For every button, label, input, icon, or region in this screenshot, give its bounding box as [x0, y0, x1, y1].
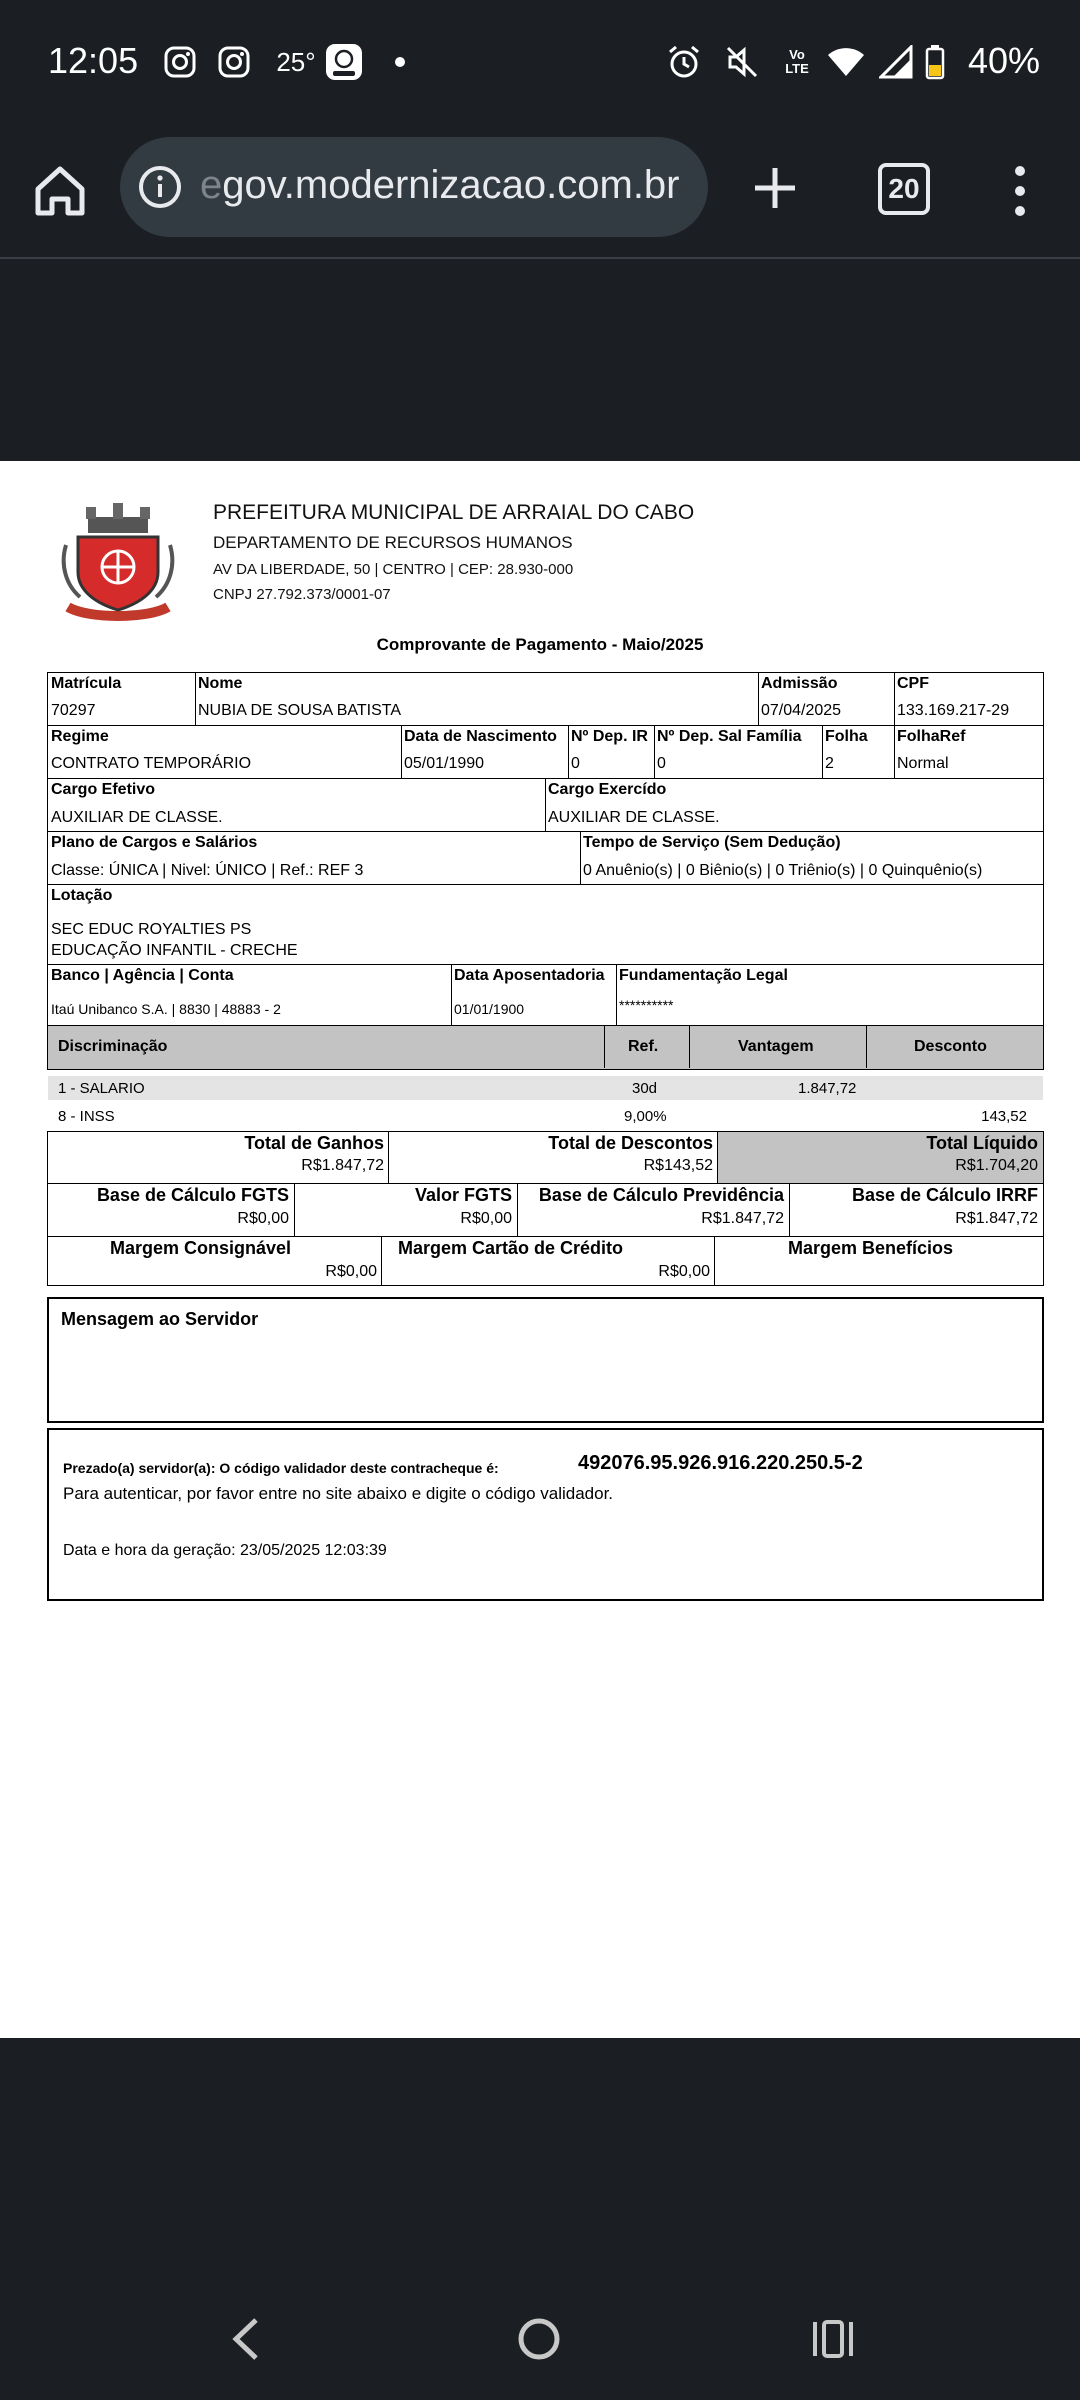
matricula-label: Matrícula: [51, 675, 122, 692]
regime-value: CONTRATO TEMPORÁRIO: [51, 755, 252, 772]
signal-icon: [878, 44, 914, 80]
tempo-servico-value: 0 Anuênio(s) | 0 Biênio(s) | 0 Triênio(s) | 0 Quinquênio(s): [583, 862, 983, 879]
earnings-table-header: [47, 1025, 1044, 1070]
regime-label: Regime: [51, 728, 109, 745]
dep-ir-label: Nº Dep. IR: [571, 728, 648, 745]
row-discriminacao: 1 - SALARIO: [58, 1080, 145, 1097]
banco-value: Itaú Unibanco S.A. | 8830 | 48883 - 2: [51, 1001, 281, 1017]
cargo-exercido-value: AUXILIAR DE CLASSE.: [548, 809, 720, 826]
total-ganhos-value: R$1.847,72: [301, 1157, 384, 1174]
back-button[interactable]: [226, 2316, 266, 2362]
browser-toolbar: [0, 125, 1080, 259]
tab-switcher-button[interactable]: 20: [878, 163, 930, 215]
nome-value: NUBIA DE SOUSA BATISTA: [198, 702, 402, 719]
bc-fgts-value: R$0,00: [237, 1210, 289, 1227]
org-cnpj: CNPJ 27.792.373/0001-07: [213, 586, 391, 603]
home-button[interactable]: [30, 161, 90, 221]
cpf-value: 133.169.217-29: [897, 702, 1010, 719]
url-text[interactable]: egov.modernizacao.com.br: [200, 163, 680, 207]
lotacao-line1: SEC EDUC ROYALTIES PS: [51, 921, 252, 938]
total-liquido-value: R$1.704,20: [955, 1157, 1038, 1174]
admissao-label: Admissão: [761, 675, 838, 692]
department-name: DEPARTAMENTO DE RECURSOS HUMANOS: [213, 533, 573, 552]
total-descontos-label: Total de Descontos: [548, 1133, 713, 1153]
cargo-efetivo-value: AUXILIAR DE CLASSE.: [51, 809, 223, 826]
alarm-icon: [664, 44, 704, 80]
table-row: [48, 1076, 1043, 1100]
instagram-icon: [162, 44, 198, 80]
folha-value: 2: [825, 755, 834, 772]
plano-cargos-label: Plano de Cargos e Salários: [51, 834, 258, 851]
bc-irrf-label: Base de Cálculo IRRF: [851, 1185, 1038, 1205]
cargo-efetivo-label: Cargo Efetivo: [51, 781, 156, 798]
more-options-button[interactable]: [1012, 163, 1028, 219]
validator-intro: Prezado(a) servidor(a): O código validador deste contracheque é:: [63, 1460, 499, 1476]
total-ganhos-label: Total de Ganhos: [244, 1133, 384, 1153]
org-address: AV DA LIBERDADE, 50 | CENTRO | CEP: 28.930-000: [213, 561, 574, 578]
address-bar[interactable]: [120, 137, 708, 237]
aposentadoria-label: Data Aposentadoria: [454, 967, 605, 984]
mute-icon: [722, 44, 762, 80]
row-ref: 30d: [632, 1080, 658, 1097]
home-nav-button[interactable]: [516, 2316, 562, 2362]
fundamentacao-label: Fundamentação Legal: [619, 967, 788, 984]
dep-sal-familia-label: Nº Dep. Sal Família: [657, 728, 802, 745]
validator-instructions: Para autenticar, por favor entre no site abaixo e digite o código validador.: [63, 1484, 614, 1503]
admissao-value: 07/04/2025: [761, 702, 842, 719]
bc-irrf-value: R$1.847,72: [955, 1210, 1038, 1227]
folharef-label: FolhaRef: [897, 728, 966, 745]
margem-cartao-value: R$0,00: [658, 1263, 710, 1280]
dep-ir-value: 0: [571, 755, 580, 772]
margem-consignavel-label: Margem Consignável: [110, 1238, 292, 1258]
status-bar: [0, 0, 1080, 125]
battery-icon: [924, 44, 946, 80]
validator-code: 492076.95.926.916.220.250.5-2: [578, 1452, 863, 1474]
volte-icon: Vo LTE: [785, 47, 809, 76]
folha-label: Folha: [825, 728, 868, 745]
row-discriminacao: 8 - INSS: [58, 1108, 115, 1125]
org-header: [213, 501, 694, 603]
meet-you-app-icon: [324, 44, 364, 80]
total-liquido-label: Total Líquido: [926, 1133, 1038, 1153]
system-nav-bar: [0, 2038, 1080, 2400]
page-top-margin: [0, 259, 1080, 461]
cargo-exercido-label: Cargo Exercído: [548, 781, 667, 798]
new-tab-button[interactable]: [750, 163, 800, 213]
clock: 12:05: [48, 40, 139, 81]
cpf-label: CPF: [897, 675, 929, 692]
margem-cartao-label: Margem Cartão de Crédito: [398, 1238, 624, 1258]
row-ref: 9,00%: [624, 1108, 667, 1125]
dot-icon: [390, 44, 410, 80]
col-ref: Ref.: [628, 1038, 659, 1055]
plano-cargos-value: Classe: ÚNICA | Nivel: ÚNICO | Ref.: REF 3: [51, 862, 364, 879]
validator-box: [47, 1428, 1044, 1601]
row-vantagem: 1.847,72: [798, 1080, 857, 1097]
lotacao-line2: EDUCAÇÃO INFANTIL - CRECHE: [51, 942, 298, 959]
tempo-servico-label: Tempo de Serviço (Sem Dedução): [583, 834, 841, 851]
col-desconto: Desconto: [914, 1038, 987, 1055]
bc-previdencia-label: Base de Cálculo Previdência: [538, 1185, 784, 1205]
generation-timestamp: Data e hora da geração: 23/05/2025 12:03:39: [63, 1542, 387, 1559]
instagram-icon: [216, 44, 252, 80]
message-label: Mensagem ao Servidor: [61, 1309, 259, 1329]
info-icon[interactable]: [138, 165, 182, 209]
matricula-value: 70297: [51, 702, 96, 719]
recents-button[interactable]: [810, 2318, 856, 2360]
row-desconto: 143,52: [981, 1108, 1027, 1125]
valor-fgts-label: Valor FGTS: [414, 1185, 512, 1205]
message-box: [47, 1297, 1044, 1423]
dep-sal-familia-value: 0: [657, 755, 666, 772]
total-descontos-value: R$143,52: [643, 1157, 713, 1174]
org-name: PREFEITURA MUNICIPAL DE ARRAIAL DO CABO: [213, 501, 695, 524]
valor-fgts-value: R$0,00: [460, 1210, 512, 1227]
wifi-icon: [826, 44, 866, 80]
bc-fgts-label: Base de Cálculo FGTS: [96, 1185, 289, 1205]
fundamentacao-value: **********: [619, 997, 674, 1013]
battery-percent: 40%: [967, 40, 1040, 81]
col-vantagem: Vantagem: [738, 1038, 814, 1055]
bc-previdencia-value: R$1.847,72: [701, 1210, 784, 1227]
table-row: [48, 1104, 1043, 1128]
margem-consignavel-value: R$0,00: [325, 1263, 377, 1280]
folharef-value: Normal: [897, 755, 949, 772]
aposentadoria-value: 01/01/1900: [454, 1001, 525, 1017]
temperature-text: 25°: [276, 46, 316, 77]
birthdate-label: Data de Nascimento: [404, 728, 557, 745]
margem-beneficios-label: Margem Benefícios: [788, 1238, 954, 1258]
banco-label: Banco | Agência | Conta: [51, 967, 234, 984]
document-title: Comprovante de Pagamento - Maio/2025: [376, 635, 704, 654]
municipal-crest-logo: [48, 497, 188, 627]
nome-label: Nome: [198, 675, 243, 692]
col-discriminacao: Discriminação: [58, 1038, 168, 1055]
birthdate-value: 05/01/1990: [404, 755, 485, 772]
lotacao-label: Lotação: [51, 887, 113, 904]
payslip-document: [0, 461, 1080, 2038]
